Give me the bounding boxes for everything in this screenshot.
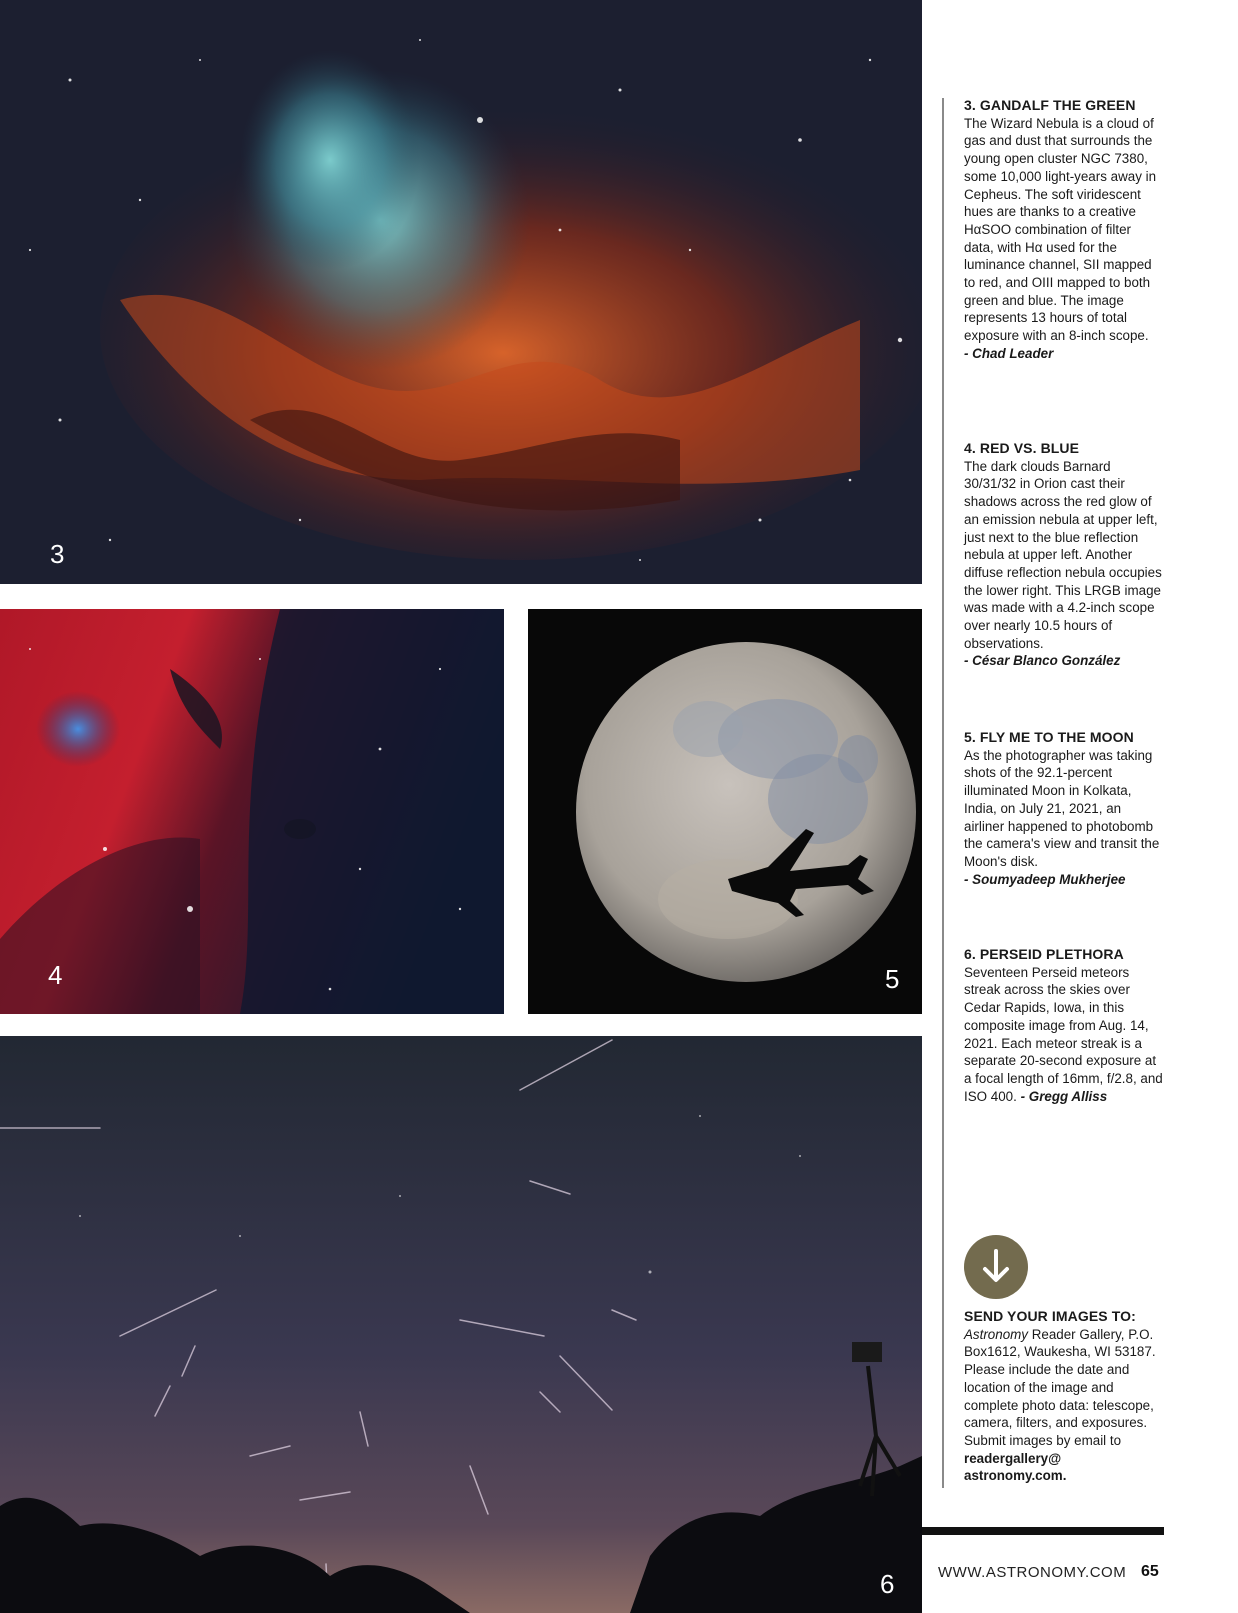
publication-name: Astronomy xyxy=(964,1326,1028,1342)
caption-body xyxy=(964,964,1164,1106)
caption-body xyxy=(964,747,1164,871)
caption-title: 5. FLY ME TO THE MOON xyxy=(964,729,1134,745)
send-images-block xyxy=(964,1308,1164,1485)
caption-6 xyxy=(964,946,1164,1105)
caption-body xyxy=(964,115,1164,345)
caption-text: Seventeen Perseid meteors streak across the skies over Cedar Rapids, Iowa, in this composite image from Aug. 14, 2021. Each meteor streak is a separate 20-second exposure at a focal length of 16mm, f/2.8, and ISO 400. xyxy=(964,964,1163,1104)
footer-rule xyxy=(922,1527,1164,1535)
photo-barnard-clouds xyxy=(0,609,504,1014)
moon-airliner-image xyxy=(528,609,922,1014)
photo-number-4: 4 xyxy=(48,960,63,990)
caption-title: 6. PERSEID PLETHORA xyxy=(964,946,1124,962)
caption-5 xyxy=(964,729,1164,888)
barnard-clouds-image xyxy=(0,609,504,1014)
caption-credit xyxy=(964,345,1164,363)
caption-credit xyxy=(964,652,1164,670)
caption-credit-name: - César Blanco González xyxy=(964,653,1121,669)
caption-credit-name: - Soumyadeep Mukherjee xyxy=(964,871,1126,887)
photo-wizard-nebula xyxy=(0,0,922,584)
caption-credit-name: - Chad Leader xyxy=(964,345,1054,361)
caption-text: The dark clouds Barnard 30/31/32 in Orion cast their shadows across the red glow of an emission nebula at upper left, just next to the blue reflection nebula at upper left. Another diffuse reflection nebula occupies the lower right. This LRGB image was made with a 4.2-inch scope over nearly 10.5 hours of observations. xyxy=(964,458,1162,651)
email-link[interactable]: readergallery@ astronomy.com. xyxy=(964,1450,1067,1484)
perseid-meteors-image xyxy=(0,1036,922,1613)
caption-4 xyxy=(964,440,1164,670)
caption-3 xyxy=(964,97,1164,363)
caption-body xyxy=(964,458,1164,653)
photo-moon-airliner xyxy=(528,609,922,1014)
photo-number-3: 3 xyxy=(50,539,65,569)
caption-title: 3. GANDALF THE GREEN xyxy=(964,97,1136,113)
sidebar-divider xyxy=(942,98,944,1488)
photo-number-6: 6 xyxy=(880,1569,895,1599)
page-number: 65 xyxy=(1141,1563,1159,1580)
caption-text: The Wizard Nebula is a cloud of gas and dust that surrounds the young open cluster NGC 7380, some 10,000 light-years away in Cepheus. The soft viridescent hues are thanks to a creative HαSOO combination of filter data, with Hα used for the luminance channel, SII mapped to red, and OIII mapped to both green and blue. The image represents 13 hours of total exposure with an 8-inch scope. xyxy=(964,115,1157,344)
caption-credit-name: - Gregg Alliss xyxy=(1020,1088,1108,1104)
caption-text: As the photographer was taking shots of the 92.1-percent illuminated Moon in Kolkata, India, on July 21, 2021, an airliner happened to photobomb the camera's view and transit the Moon's disk. xyxy=(964,747,1160,869)
caption-title: 4. RED VS. BLUE xyxy=(964,440,1080,456)
photo-number-5: 5 xyxy=(885,964,900,994)
send-body xyxy=(964,1326,1164,1485)
send-text: Reader Gallery, P.O. Box1612, Waukesha, WI 53187. Please include the date and location of the image and complete photo data: telescope, camera, filters, and exposures. Submit images by email to xyxy=(964,1326,1156,1448)
send-title: SEND YOUR IMAGES TO: xyxy=(964,1308,1136,1324)
wizard-nebula-image xyxy=(0,0,922,584)
photo-perseid-meteors xyxy=(0,1036,922,1613)
footer-url[interactable]: WWW.ASTRONOMY.COM xyxy=(938,1564,1127,1581)
download-arrow-icon xyxy=(964,1235,1028,1299)
caption-credit xyxy=(964,871,1164,889)
